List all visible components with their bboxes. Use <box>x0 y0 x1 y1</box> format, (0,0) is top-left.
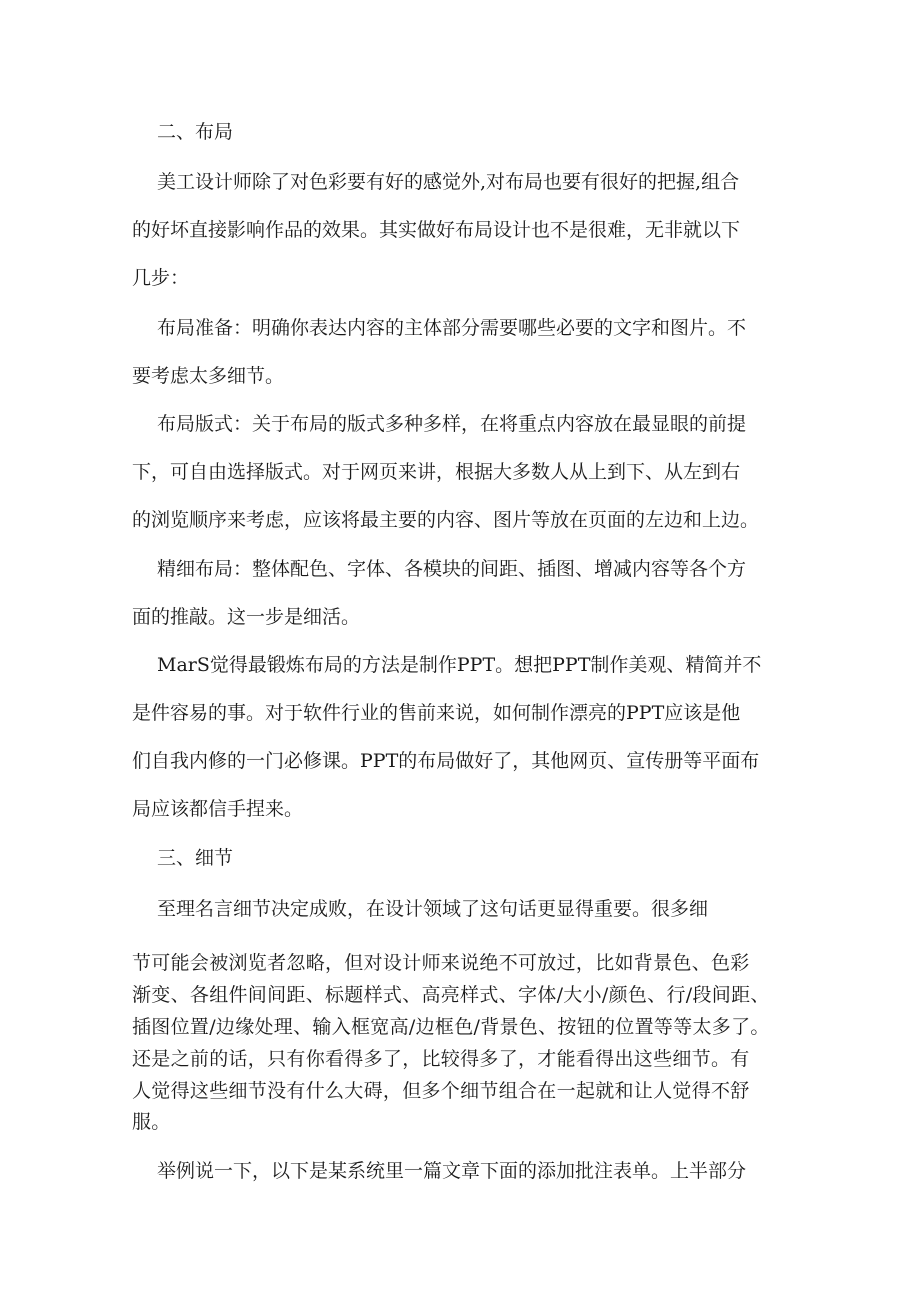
paragraph-line: MarS觉得最锻炼布局的方法是制作PPT。想把PPT制作美观、精简并不 <box>157 654 762 676</box>
paragraph-line: 人觉得这些细节没有什么大碍，但多个细节组合在一起就和让人觉得不舒 <box>132 1080 750 1102</box>
paragraph-line: 几步： <box>132 267 190 289</box>
paragraph-line: 要考虑太多细节。 <box>132 365 285 387</box>
paragraph-line: 的好坏直接影响作品的效果。其实做好布局设计也不是很难，无非就以下 <box>132 219 741 241</box>
paragraph-line: 布局版式：关于布局的版式多种多样，在将重点内容放在最显眼的前提 <box>157 413 747 435</box>
paragraph-line: 布局准备：明确你表达内容的主体部分需要哪些必要的文字和图片。不 <box>157 317 747 339</box>
section-heading-details: 三、细节 <box>157 847 234 869</box>
paragraph-line: 还是之前的话，只有你看得多了，比较得多了，才能看得出这些细节。有 <box>132 1048 750 1070</box>
paragraph-line: 下，可自由选择版式。对于网页来讲，根据大多数人从上到下、从左到右 <box>132 461 741 483</box>
paragraph-line: 是件容易的事。对于软件行业的售前来说，如何制作漂亮的PPT应该是他 <box>132 702 741 724</box>
paragraph-line: 的浏览顺序来考虑，应该将最主要的内容、图片等放在页面的左边和上边。 <box>132 509 760 531</box>
section-heading-layout: 二、布局 <box>157 121 234 143</box>
paragraph-line: 渐变、各组件间间距、标题样式、高亮样式、字体/大小/颜色、行/段间距、 <box>132 984 770 1006</box>
paragraph-line: 节可能会被浏览者忽略，但对设计师来说绝不可放过，比如背景色、色彩 <box>132 952 750 974</box>
paragraph-line: 插图位置/边缘处理、输入框宽高/边框色/背景色、按钮的位置等等太多了。 <box>132 1016 770 1038</box>
paragraph-line: 精细布局：整体配色、字体、各模块的间距、插图、增减内容等各个方 <box>157 558 747 580</box>
paragraph-line: 局应该都信手捏来。 <box>132 798 304 820</box>
paragraph-line: 美工设计师除了对色彩要有好的感觉外,对布局也要有很好的把握,组合 <box>157 171 740 193</box>
paragraph-line: 至理名言细节决定成败，在设计领域了这句话更显得重要。很多细 <box>157 898 709 920</box>
paragraph-line: 举例说一下，以下是某系统里一篇文章下面的添加批注表单。上半部分 <box>157 1160 747 1182</box>
paragraph-line: 们自我内修的一门必修课。PPT的布局做好了，其他网页、宣传册等平面布 <box>132 750 760 772</box>
paragraph-line: 面的推敲。这一步是细活。 <box>132 606 361 628</box>
paragraph-line: 服。 <box>132 1111 171 1133</box>
